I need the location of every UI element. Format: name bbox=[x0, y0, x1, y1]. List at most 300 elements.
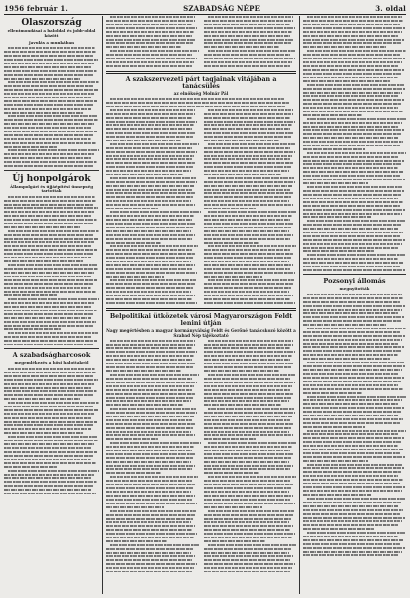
text-line bbox=[106, 495, 195, 497]
text-line bbox=[4, 477, 92, 479]
text-line bbox=[307, 294, 402, 296]
text-line bbox=[4, 211, 95, 213]
text-line bbox=[4, 78, 81, 80]
text-line bbox=[106, 298, 192, 300]
text-line bbox=[303, 312, 399, 314]
text-line bbox=[307, 362, 404, 364]
text-line bbox=[106, 162, 196, 164]
text-line bbox=[303, 502, 401, 504]
text-line bbox=[110, 50, 199, 52]
text-line bbox=[204, 158, 290, 160]
text-line bbox=[4, 260, 84, 262]
text-line bbox=[110, 177, 196, 179]
page-number: 3. oldal bbox=[375, 3, 406, 13]
text-line bbox=[303, 494, 371, 496]
text-line bbox=[204, 113, 293, 115]
text-line bbox=[204, 503, 295, 505]
text-line bbox=[4, 413, 95, 415]
text-line bbox=[208, 50, 296, 52]
text-line bbox=[204, 230, 289, 232]
text-line bbox=[4, 336, 92, 338]
text-line bbox=[106, 61, 194, 63]
text-line bbox=[303, 350, 401, 352]
text-line bbox=[303, 437, 404, 439]
text-line bbox=[303, 250, 374, 252]
text-line bbox=[303, 69, 404, 71]
text-line bbox=[4, 428, 91, 430]
text-line bbox=[106, 124, 194, 126]
text-line bbox=[106, 378, 192, 380]
text-line bbox=[204, 400, 289, 402]
text-line bbox=[303, 266, 400, 268]
text-line bbox=[106, 140, 181, 142]
text-line bbox=[303, 441, 401, 443]
text-line bbox=[106, 158, 192, 160]
text-line bbox=[106, 389, 192, 391]
text-line bbox=[204, 453, 294, 455]
text-line bbox=[4, 302, 95, 304]
text-line bbox=[110, 408, 196, 410]
text-line bbox=[303, 216, 371, 218]
text-line bbox=[4, 55, 93, 57]
text-line bbox=[4, 108, 91, 110]
text-line bbox=[4, 379, 98, 381]
column-divider bbox=[102, 16, 103, 594]
text-line bbox=[4, 93, 95, 95]
text-line bbox=[106, 393, 196, 395]
divider bbox=[106, 308, 296, 311]
text-line bbox=[4, 165, 94, 167]
text-line bbox=[204, 242, 259, 244]
text-line bbox=[106, 20, 195, 22]
text-line bbox=[8, 298, 99, 300]
text-line bbox=[204, 287, 291, 289]
text-line bbox=[4, 276, 92, 278]
text-line bbox=[208, 109, 293, 111]
text-line bbox=[204, 54, 290, 56]
text-line bbox=[303, 194, 401, 196]
text-line bbox=[4, 375, 93, 377]
text-line bbox=[204, 227, 291, 229]
text-line bbox=[204, 261, 289, 263]
text-line bbox=[4, 119, 98, 121]
text-line bbox=[4, 123, 95, 125]
text-line bbox=[204, 276, 262, 278]
text-line bbox=[307, 498, 406, 500]
text-line bbox=[106, 431, 191, 433]
text-line bbox=[303, 148, 365, 150]
text-line bbox=[208, 544, 296, 546]
text-line bbox=[204, 397, 291, 399]
text-line bbox=[8, 402, 99, 404]
text-line bbox=[307, 16, 402, 18]
subheadline-2: Javulás a munkában bbox=[28, 39, 75, 45]
text-line bbox=[4, 161, 97, 163]
text-line bbox=[303, 92, 402, 94]
text-line bbox=[106, 453, 196, 455]
text-line bbox=[106, 261, 191, 263]
text-line bbox=[106, 58, 197, 60]
headline-pozsonyi: Pozsonyi állomás bbox=[323, 277, 386, 286]
text-line bbox=[4, 219, 97, 221]
text-line bbox=[303, 426, 365, 428]
text-line bbox=[8, 196, 95, 198]
text-line bbox=[204, 223, 294, 225]
text-line bbox=[110, 279, 196, 281]
text-line bbox=[106, 302, 197, 304]
text-line bbox=[4, 398, 81, 400]
text-line bbox=[4, 249, 97, 251]
headline-szabadsagharcosok: A szabadságharcosok bbox=[12, 351, 91, 360]
text-line bbox=[303, 543, 400, 545]
text-line bbox=[106, 113, 195, 115]
text-line bbox=[303, 297, 403, 299]
text-line bbox=[204, 438, 256, 440]
text-line bbox=[204, 132, 294, 134]
text-line bbox=[303, 316, 404, 318]
article-columns bbox=[106, 109, 296, 306]
text-line bbox=[106, 291, 191, 293]
text-line bbox=[303, 247, 399, 249]
text-line bbox=[303, 24, 400, 26]
text-line bbox=[204, 385, 292, 387]
text-line bbox=[4, 257, 91, 259]
text-line bbox=[106, 272, 197, 274]
text-line bbox=[204, 234, 293, 236]
text-line bbox=[106, 39, 196, 41]
text-line bbox=[8, 264, 97, 266]
text-line bbox=[106, 434, 195, 436]
text-line bbox=[303, 456, 405, 458]
divider bbox=[303, 274, 406, 275]
text-line bbox=[204, 457, 291, 459]
text-line bbox=[110, 98, 285, 100]
article-body bbox=[204, 109, 296, 306]
text-line bbox=[4, 287, 91, 289]
text-line bbox=[106, 506, 164, 508]
text-line bbox=[303, 433, 399, 435]
text-line bbox=[4, 223, 94, 225]
text-line bbox=[106, 283, 196, 285]
text-line bbox=[208, 143, 296, 145]
text-line bbox=[4, 200, 96, 202]
text-line bbox=[4, 215, 92, 217]
text-line bbox=[204, 540, 265, 542]
text-line bbox=[106, 461, 191, 463]
text-line bbox=[4, 70, 97, 72]
text-line bbox=[303, 505, 398, 507]
text-line bbox=[208, 408, 294, 410]
text-line bbox=[8, 436, 97, 438]
text-line bbox=[208, 177, 294, 179]
text-line bbox=[204, 298, 290, 300]
text-line bbox=[106, 106, 285, 108]
text-line bbox=[204, 389, 290, 391]
text-line bbox=[106, 276, 164, 278]
text-line bbox=[106, 219, 192, 221]
text-line bbox=[106, 132, 196, 134]
text-line bbox=[307, 254, 405, 256]
text-line bbox=[4, 97, 92, 99]
text-line bbox=[106, 42, 193, 44]
text-line bbox=[106, 174, 183, 176]
text-line bbox=[303, 381, 401, 383]
text-line bbox=[106, 192, 196, 194]
text-line bbox=[303, 129, 404, 131]
text-line bbox=[4, 409, 98, 411]
text-line bbox=[106, 563, 197, 565]
text-line bbox=[204, 344, 293, 346]
text-line bbox=[8, 115, 97, 117]
text-line bbox=[106, 136, 193, 138]
text-line bbox=[106, 347, 192, 349]
text-line bbox=[4, 272, 95, 274]
text-line bbox=[303, 418, 403, 420]
text-line bbox=[204, 480, 290, 482]
text-line bbox=[106, 533, 197, 535]
text-line bbox=[303, 145, 400, 147]
text-line bbox=[303, 243, 402, 245]
text-line bbox=[303, 61, 402, 63]
text-line bbox=[303, 554, 399, 556]
text-line bbox=[110, 510, 196, 512]
article-lead bbox=[106, 98, 296, 107]
text-line bbox=[303, 99, 404, 101]
text-line bbox=[303, 547, 405, 549]
text-line bbox=[303, 209, 405, 211]
headline-szakszervezeti: A szakszervezeti párt tagjainak vitájában a tanácsülés bbox=[125, 75, 277, 90]
text-line bbox=[208, 340, 293, 342]
text-line bbox=[204, 39, 294, 41]
text-line bbox=[303, 35, 399, 37]
text-line bbox=[303, 77, 398, 79]
text-line bbox=[303, 232, 403, 234]
text-line bbox=[303, 415, 398, 417]
text-line bbox=[106, 423, 196, 425]
text-line bbox=[208, 442, 296, 444]
text-line bbox=[303, 388, 403, 390]
text-line bbox=[303, 163, 401, 165]
text-line bbox=[204, 136, 291, 138]
text-line bbox=[4, 432, 84, 434]
text-line bbox=[4, 131, 97, 133]
text-line bbox=[204, 416, 292, 418]
text-line bbox=[4, 459, 91, 461]
text-line bbox=[204, 253, 294, 255]
subheadline: megemlékezés a hősi halottakról bbox=[14, 359, 89, 365]
text-line bbox=[4, 234, 93, 236]
text-line bbox=[204, 427, 291, 429]
text-line bbox=[106, 491, 191, 493]
text-line bbox=[4, 387, 92, 389]
text-line bbox=[204, 378, 290, 380]
text-line bbox=[204, 571, 290, 573]
text-line bbox=[303, 224, 401, 226]
text-line bbox=[204, 238, 290, 240]
text-line bbox=[303, 73, 401, 75]
masthead bbox=[4, 2, 406, 15]
text-line bbox=[106, 567, 194, 569]
text-line bbox=[204, 166, 291, 168]
text-line bbox=[303, 171, 403, 173]
text-line bbox=[303, 346, 404, 348]
text-line bbox=[4, 310, 97, 312]
text-line bbox=[106, 397, 193, 399]
text-line bbox=[303, 95, 399, 97]
text-line bbox=[303, 156, 399, 158]
text-line bbox=[204, 548, 291, 550]
text-line bbox=[106, 529, 192, 531]
text-line bbox=[4, 447, 92, 449]
text-line bbox=[204, 567, 292, 569]
text-line bbox=[4, 294, 58, 296]
text-line bbox=[204, 412, 295, 414]
text-line bbox=[303, 137, 398, 139]
text-line bbox=[204, 61, 292, 63]
text-line bbox=[106, 571, 192, 573]
text-line bbox=[303, 524, 399, 526]
text-line bbox=[204, 563, 295, 565]
text-line bbox=[4, 142, 96, 144]
text-line bbox=[204, 495, 293, 497]
text-line bbox=[303, 31, 402, 33]
text-line bbox=[204, 58, 295, 60]
text-line bbox=[106, 484, 196, 486]
text-line bbox=[208, 476, 296, 478]
text-line bbox=[303, 103, 401, 105]
text-line bbox=[106, 151, 197, 153]
text-line bbox=[106, 27, 197, 29]
text-line bbox=[8, 47, 95, 49]
text-line bbox=[106, 295, 195, 297]
text-line bbox=[303, 392, 362, 394]
text-line bbox=[204, 302, 295, 304]
text-line bbox=[204, 484, 294, 486]
text-line bbox=[4, 66, 92, 68]
text-line bbox=[204, 249, 290, 251]
text-line bbox=[4, 485, 94, 487]
text-line bbox=[303, 528, 374, 530]
text-line bbox=[106, 230, 191, 232]
text-line bbox=[208, 279, 294, 281]
text-line bbox=[303, 107, 398, 109]
text-line bbox=[4, 466, 58, 468]
text-line bbox=[106, 117, 192, 119]
article-body bbox=[303, 294, 406, 557]
text-line bbox=[204, 555, 293, 557]
text-line bbox=[4, 455, 94, 457]
text-line bbox=[106, 472, 161, 474]
text-line bbox=[4, 340, 97, 342]
text-line bbox=[303, 452, 400, 454]
text-line bbox=[106, 419, 192, 421]
text-line bbox=[4, 417, 92, 419]
text-line bbox=[303, 320, 401, 322]
text-line bbox=[204, 283, 294, 285]
divider bbox=[4, 170, 99, 171]
article-body bbox=[106, 340, 198, 574]
text-line bbox=[4, 157, 92, 159]
text-line bbox=[106, 416, 194, 418]
text-line bbox=[204, 351, 295, 353]
text-line bbox=[4, 372, 96, 374]
text-line bbox=[4, 268, 98, 270]
text-line bbox=[307, 220, 406, 222]
text-line bbox=[110, 476, 198, 478]
text-line bbox=[303, 20, 403, 22]
text-line bbox=[4, 481, 97, 483]
text-line bbox=[204, 219, 290, 221]
article-body bbox=[303, 16, 406, 271]
text-line bbox=[307, 152, 406, 154]
text-line bbox=[106, 521, 191, 523]
text-line bbox=[303, 445, 398, 447]
text-line bbox=[4, 238, 98, 240]
text-line bbox=[106, 351, 197, 353]
text-line bbox=[303, 358, 390, 360]
text-line bbox=[106, 170, 191, 172]
text-line bbox=[106, 242, 161, 244]
text-line bbox=[204, 151, 295, 153]
text-line bbox=[204, 533, 295, 535]
text-line bbox=[4, 104, 94, 106]
text-line bbox=[106, 385, 194, 387]
text-line bbox=[204, 450, 290, 452]
text-line bbox=[106, 446, 194, 448]
headline-uj-honpolgarok: Új honpolgárok bbox=[12, 173, 91, 184]
text-line bbox=[106, 525, 195, 527]
column-right bbox=[303, 16, 406, 594]
text-line bbox=[8, 368, 95, 370]
text-line bbox=[4, 85, 93, 87]
text-line bbox=[303, 377, 404, 379]
text-line bbox=[106, 166, 193, 168]
text-line bbox=[106, 480, 192, 482]
text-line bbox=[4, 127, 92, 129]
text-line bbox=[106, 465, 195, 467]
subheadline: az elnökség Molnár Pál bbox=[173, 90, 229, 96]
text-line bbox=[4, 390, 97, 392]
text-line bbox=[106, 366, 193, 368]
text-line bbox=[303, 167, 398, 169]
text-line bbox=[303, 65, 399, 67]
text-line bbox=[8, 332, 99, 334]
text-line bbox=[204, 525, 293, 527]
text-line bbox=[4, 383, 95, 385]
text-line bbox=[303, 201, 403, 203]
text-line bbox=[204, 46, 279, 48]
text-line bbox=[106, 181, 197, 183]
text-line bbox=[303, 467, 404, 469]
text-line bbox=[110, 374, 199, 376]
text-line bbox=[106, 344, 195, 346]
text-line bbox=[303, 335, 405, 337]
article-body bbox=[106, 16, 198, 69]
text-line bbox=[106, 400, 191, 402]
text-line bbox=[4, 440, 98, 442]
text-line bbox=[8, 149, 99, 151]
text-line bbox=[307, 84, 404, 86]
text-line bbox=[4, 344, 94, 346]
text-line bbox=[303, 27, 405, 29]
text-line bbox=[204, 204, 293, 206]
text-line bbox=[106, 382, 197, 384]
text-line bbox=[204, 121, 295, 123]
text-line bbox=[303, 88, 405, 90]
divider bbox=[4, 348, 99, 349]
text-line bbox=[8, 470, 99, 472]
text-line bbox=[110, 245, 198, 247]
